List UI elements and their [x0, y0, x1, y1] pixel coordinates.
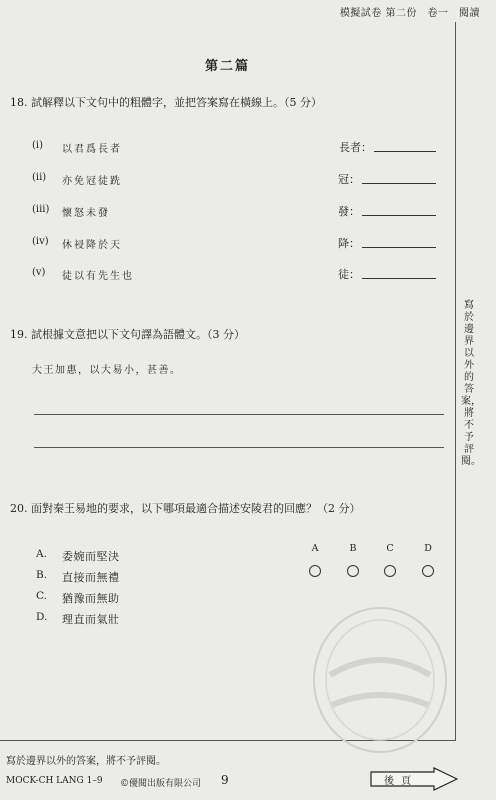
- page-number: 9: [221, 773, 229, 787]
- item-sentence: 亦免冠徒跣: [62, 176, 122, 187]
- answer-line[interactable]: [374, 151, 436, 152]
- answer-bubble-d[interactable]: [422, 565, 434, 577]
- answer-bubble-c[interactable]: [384, 565, 396, 577]
- answer-line[interactable]: [362, 247, 436, 248]
- footer-warning: 寫於邊界以外的答案，將不予評閱。: [6, 756, 166, 767]
- question-20-prompt: 20. 面對秦王易地的要求，以下哪項最適合描述安陵君的回應？（2 分）: [10, 502, 361, 515]
- option-text: 委婉而堅決: [62, 550, 120, 563]
- column-label-c: C: [386, 543, 394, 554]
- answer-bubble-a[interactable]: [309, 565, 321, 577]
- section-title: 第二篇: [204, 59, 250, 74]
- answer-label: 徒：: [338, 268, 360, 281]
- item-number: (i): [32, 140, 44, 151]
- writing-line[interactable]: [34, 414, 444, 415]
- option-letter: B.: [36, 569, 48, 581]
- item-sentence: 休祲降於天: [62, 240, 122, 251]
- option-letter: D.: [36, 611, 48, 623]
- publisher: ©優閱出版有限公司: [120, 779, 202, 789]
- option-letter: C.: [36, 590, 47, 602]
- option-letter: A.: [36, 548, 47, 560]
- answer-label: 發：: [338, 205, 360, 218]
- option-text: 直接而無禮: [62, 571, 120, 584]
- answer-label: 長者：: [339, 141, 372, 154]
- item-number: (iv): [32, 236, 49, 247]
- translation-sentence: 大王加惠，以大易小，甚善。: [32, 365, 182, 376]
- answer-label: 冠：: [338, 173, 360, 186]
- item-number: (v): [32, 267, 46, 278]
- item-sentence: 懷怒未發: [62, 208, 110, 219]
- column-label-d: D: [424, 543, 432, 554]
- question-19-prompt: 19. 試根據文意把以下文句譯為語體文。（3 分）: [10, 328, 245, 341]
- paper-code: MOCK-CH LANG 1–9: [6, 776, 103, 786]
- item-number: (iii): [32, 204, 50, 215]
- column-label-a: A: [311, 543, 319, 554]
- option-text: 猶豫而無助: [62, 592, 120, 605]
- margin-warning: 寫於邊界以外的答案，將不予評閱。: [461, 300, 481, 467]
- answer-label: 降：: [338, 237, 360, 250]
- column-label-b: B: [349, 543, 357, 554]
- item-sentence: 徒以有先生也: [62, 271, 134, 282]
- watermark-stamp-icon: [310, 605, 450, 755]
- answer-line[interactable]: [362, 183, 436, 184]
- question-18-prompt: 18. 試解釋以下文句中的粗體字，並把答案寫在橫線上。（5 分）: [10, 96, 322, 109]
- writing-line[interactable]: [34, 447, 444, 448]
- answer-line[interactable]: [362, 278, 436, 279]
- option-text: 理直而氣壯: [62, 613, 120, 626]
- next-page-label: 後 頁: [384, 776, 414, 787]
- answer-line[interactable]: [362, 215, 436, 216]
- page-header: 模擬試卷 第二份 卷一 閱讀: [339, 8, 480, 19]
- item-sentence: 以君爲長者: [62, 144, 122, 155]
- item-number: (ii): [32, 172, 47, 183]
- answer-bubble-b[interactable]: [347, 565, 359, 577]
